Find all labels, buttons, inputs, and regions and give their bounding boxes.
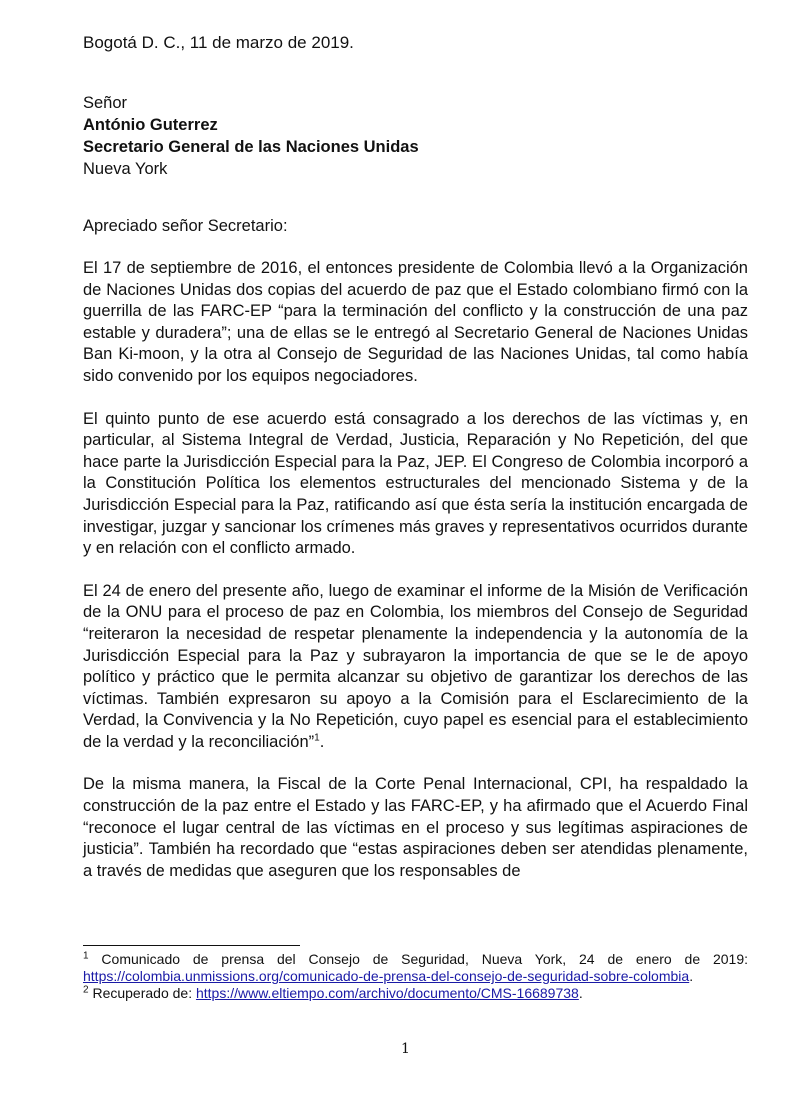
letter-body [83, 258, 748, 903]
page-number: 1 [401, 1041, 410, 1057]
letter-date: Bogotá D. C., 11 de marzo de 2019. [83, 33, 354, 52]
paragraph-3-text: El 24 de enero del presente año, luego de examinar el informe de la Misión de Verificación de la ONU para el proceso de paz en Colombia, los miembros del Consejo de Seguridad “reiteraron la necesidad de respetar plenamente la independencia y la autonomía de la Jurisdicción Especial para la Paz y subrayaron la importancia de que se le de apoyo político y práctico que le permita alcanzar su objetivo de garantizar los derechos de las víctimas. También expresaron su apoyo a la Comisión para el Esclarecimiento de la Verdad, la Convivencia y la No Repetición, cuyo papel es esencial para el establecimiento de la verdad y la reconciliación” [83, 581, 748, 751]
addressee-city: Nueva York [83, 160, 168, 178]
paragraph-2: El quinto punto de ese acuerdo está consagrado a los derechos de las víctimas y, en particular, al Sistema Integral de Verdad, Justicia, Reparación y No Repetición, del que hace parte la Jurisdicción Especial para la Paz, JEP. El Congreso de Colombia incorporó a la Constitución Política los elementos estructurales del mencionado Sistema y de la Jurisdicción Especial para la Paz, ratificando así que ésta sería la institución encargada de investigar, juzgar y sancionar los crímenes más graves y representativos ocurridos durante y en relación con el conflicto armado. [83, 409, 748, 558]
footnote-1 [83, 951, 748, 985]
paragraph-1: El 17 de septiembre de 2016, el entonces presidente de Colombia llevó a la Organización de Naciones Unidas dos copias del acuerdo de paz que el Estado colombiano firmó con la guerrilla de las FARC-EP “para la terminación del conflicto y la construcción de una paz estable y duradera”; una de ellas se le entregó al Secretario General de Naciones Unidas Ban Ki-moon, y la otra al Consejo de Seguridad de las Naciones Unidas, tal como había sido convenido por los equipos negociadores. [83, 259, 748, 385]
addressee-name: António Guterrez [83, 116, 218, 134]
addressee-title: Señor [83, 94, 128, 112]
footnotes [83, 951, 748, 1002]
footnote-1-end: . [689, 968, 694, 984]
paragraph-3 [83, 581, 748, 754]
footnote-2-marker: 2 [83, 984, 89, 996]
footnote-2-text: Recuperado de: [88, 985, 196, 1001]
footnote-ref-1[interactable]: 1 [314, 732, 320, 744]
paragraph-3-end: . [319, 732, 325, 751]
footnote-divider [83, 945, 300, 946]
greeting: Apreciado señor Secretario: [83, 217, 288, 235]
footnote-2 [83, 985, 748, 1002]
paragraph-4: De la misma manera, la Fiscal de la Corte Penal Internacional, CPI, ha respaldado la construcción de la paz entre el Estado y las FARC-EP, y ha afirmado que el Acuerdo Final “reconoce el lugar central de las víctimas en el proceso y sus legítimas aspiraciones de justicia”. También ha recordado que “estas aspiraciones deben ser atendidas plenamente, a través de medidas que aseguren que los responsables de [83, 775, 748, 880]
footnote-2-link[interactable]: https://www.eltiempo.com/archivo/documento/CMS-16689738 [195, 985, 579, 1001]
footnote-1-link[interactable]: https://colombia.unmissions.org/comunicado-de-prensa-del-consejo-de-seguridad-sobre-colombia [83, 968, 690, 984]
footnote-2-end: . [578, 985, 583, 1001]
footnote-1-text: Comunicado de prensa del Consejo de Seguridad, Nueva York, 24 de enero de 2019: [88, 951, 748, 967]
addressee-position: Secretario General de las Naciones Unidas [83, 138, 419, 156]
addressee-block [83, 92, 419, 180]
footnote-1-marker: 1 [83, 950, 89, 962]
